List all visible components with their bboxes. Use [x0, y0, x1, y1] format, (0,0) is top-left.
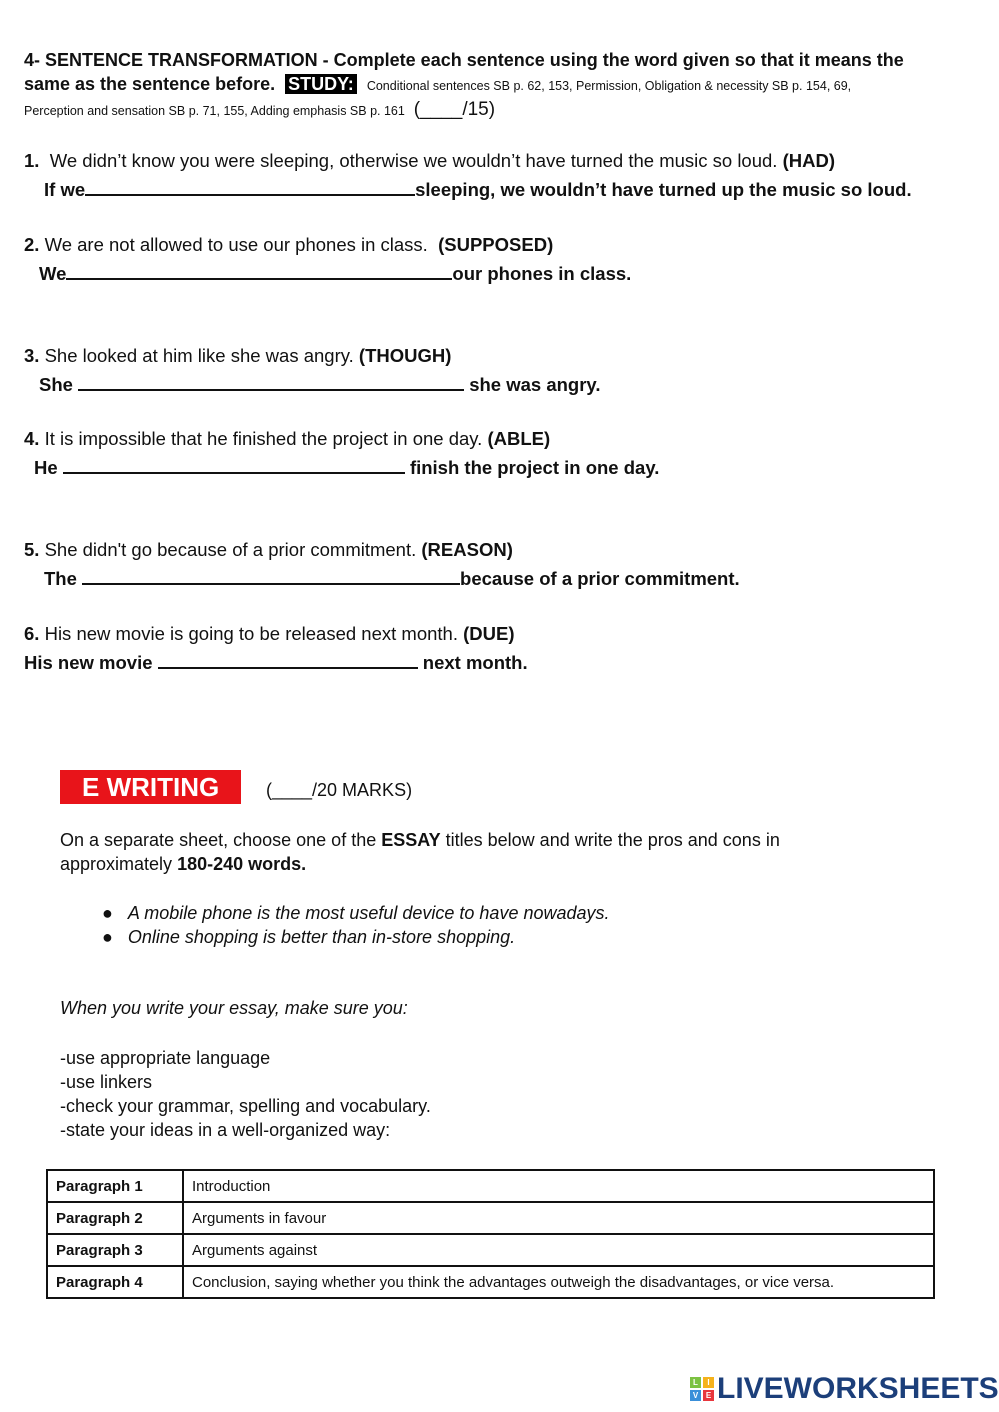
q-num: 5. — [24, 539, 40, 560]
tile: V — [690, 1390, 701, 1401]
writing-intro-2 — [60, 853, 306, 875]
bullet-icon: ● — [102, 927, 113, 947]
answer-4 — [34, 456, 659, 479]
answer-blank[interactable] — [158, 651, 418, 669]
table-cell: Paragraph 3 — [47, 1234, 183, 1266]
tile: L — [690, 1377, 701, 1388]
answer-1 — [44, 178, 912, 201]
topic-item — [102, 925, 610, 949]
q-sentence: She didn't go because of a prior commitment. — [44, 539, 417, 560]
topic-text: A mobile phone is the most useful device to have nowadays. — [127, 903, 610, 923]
answer-3 — [39, 373, 601, 396]
intro-text: On a separate sheet, choose one of the — [60, 830, 377, 850]
answer-blank[interactable] — [63, 456, 405, 474]
word-count: 180-240 words. — [177, 854, 307, 874]
q-sentence: We are not allowed to use our phones in class. — [44, 234, 428, 255]
a-prefix: If we — [44, 179, 86, 200]
answer-blank[interactable] — [66, 262, 452, 280]
tile: E — [703, 1390, 714, 1401]
a-suffix: our phones in class. — [452, 263, 632, 284]
q-num: 3. — [24, 345, 40, 366]
question-2 — [24, 234, 553, 256]
question-4 — [24, 428, 550, 450]
q-sentence: She looked at him like she was angry. — [44, 345, 354, 366]
logo-text: LIVEWORKSHEETS — [717, 1372, 999, 1405]
section-score: (____/15) — [413, 99, 496, 120]
table-row — [47, 1202, 934, 1234]
section-instructions-2 — [24, 73, 851, 97]
a-suffix: sleeping, we wouldn’t have turned up the music so loud. — [415, 179, 912, 200]
a-prefix: She — [39, 374, 73, 395]
a-prefix: We — [39, 263, 67, 284]
answer-blank[interactable] — [82, 567, 460, 585]
q-num: 2. — [24, 234, 40, 255]
table-row — [47, 1170, 934, 1202]
liveworksheets-logo — [690, 1372, 999, 1406]
question-5 — [24, 539, 513, 561]
bullet-icon: ● — [102, 903, 113, 923]
question-1 — [24, 150, 835, 172]
checklist-item: -state your ideas in a well-organized way: — [60, 1120, 391, 1140]
a-suffix: because of a prior commitment. — [460, 568, 740, 589]
study-refs-line — [24, 99, 495, 122]
writing-heading: E WRITING — [60, 770, 241, 804]
writing-score: (____/20 MARKS) — [266, 780, 413, 800]
instructions-text: same as the sentence before. — [24, 74, 276, 94]
section-instructions: 4- SENTENCE TRANSFORMATION - Complete each sentence using the word given so that it means the — [24, 50, 904, 70]
study-refs: Conditional sentences SB p. 62, 153, Permission, Obligation & necessity SB p. 154, 69, — [366, 79, 852, 93]
intro-text-3: approximately — [60, 854, 173, 874]
writing-intro — [60, 829, 780, 851]
checklist-item: -check your grammar, spelling and vocabulary. — [60, 1096, 431, 1116]
table-cell: Arguments against — [183, 1234, 934, 1266]
logo-tiles-icon — [690, 1377, 714, 1401]
table-cell: Paragraph 4 — [47, 1266, 183, 1298]
q-keyword: (THOUGH) — [358, 345, 452, 366]
answer-6 — [24, 651, 528, 674]
q-keyword: (ABLE) — [487, 428, 551, 449]
q-sentence: We didn’t know you were sleeping, otherwise we wouldn’t have turned the music so loud. — [49, 150, 778, 171]
topic-text: Online shopping is better than in-store shopping. — [127, 927, 516, 947]
q-keyword: (DUE) — [463, 623, 515, 644]
checklist-item: -use appropriate language — [60, 1048, 271, 1068]
a-suffix: next month. — [422, 652, 528, 673]
a-prefix: He — [34, 457, 58, 478]
a-suffix: she was angry. — [469, 374, 601, 395]
topic-item — [102, 901, 610, 925]
q-num: 6. — [24, 623, 40, 644]
intro-bold: ESSAY — [381, 830, 441, 850]
a-prefix: His new movie — [24, 652, 153, 673]
tile: I — [703, 1377, 714, 1388]
checklist-title: When you write your essay, make sure you: — [60, 998, 408, 1018]
table-cell: Arguments in favour — [183, 1202, 934, 1234]
table-cell: Introduction — [183, 1170, 934, 1202]
table-cell: Paragraph 1 — [47, 1170, 183, 1202]
q-keyword: (REASON) — [421, 539, 513, 560]
intro-text-2: titles below and write the pros and cons in — [445, 830, 780, 850]
q-num: 1. — [24, 150, 40, 171]
answer-blank[interactable] — [85, 178, 415, 196]
a-prefix: The — [44, 568, 77, 589]
table-row — [47, 1234, 934, 1266]
question-6 — [24, 623, 515, 645]
essay-topics — [102, 901, 610, 949]
checklist-item: -use linkers — [60, 1072, 153, 1092]
question-3 — [24, 345, 451, 367]
answer-blank[interactable] — [78, 373, 464, 391]
table-row — [47, 1266, 934, 1298]
study-label: STUDY: — [285, 74, 357, 94]
q-keyword: (HAD) — [782, 150, 835, 171]
table-cell: Conclusion, saying whether you think the advantages outweigh the disadvantages, or vice versa. — [183, 1266, 934, 1298]
checklist — [60, 1046, 431, 1142]
answer-5 — [44, 567, 740, 590]
q-num: 4. — [24, 428, 40, 449]
table-cell: Paragraph 2 — [47, 1202, 183, 1234]
q-sentence: His new movie is going to be released next month. — [44, 623, 458, 644]
study-refs-2: Perception and sensation SB p. 71, 155, Adding emphasis SB p. 161 — [24, 104, 405, 118]
paragraph-table — [46, 1169, 935, 1299]
q-sentence: It is impossible that he finished the project in one day. — [44, 428, 483, 449]
a-suffix: finish the project in one day. — [409, 457, 660, 478]
answer-2 — [39, 262, 631, 285]
q-keyword: (SUPPOSED) — [438, 234, 554, 255]
